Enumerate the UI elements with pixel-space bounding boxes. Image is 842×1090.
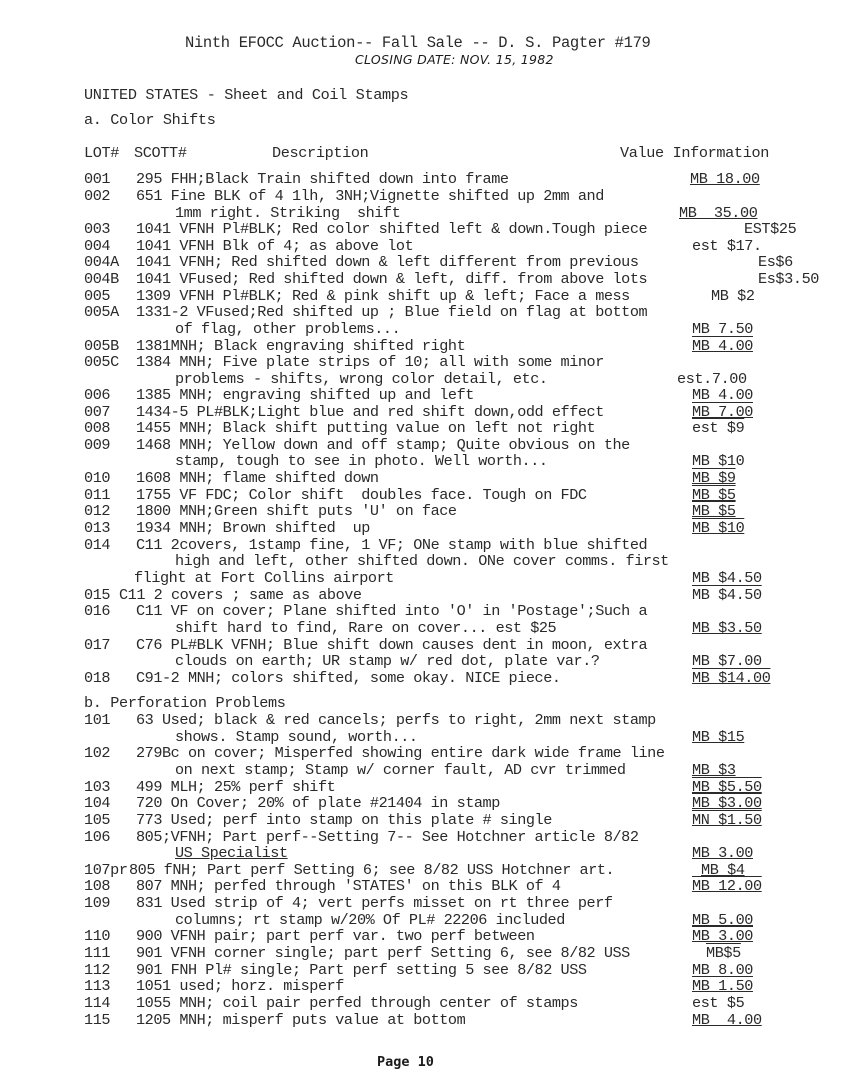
- lot-value: MB $4: [701, 861, 745, 879]
- lot-number: 108: [84, 877, 111, 895]
- lot-value: EST$25: [744, 220, 797, 238]
- lot-value: MN $1.50: [692, 811, 762, 829]
- lot-description: on next stamp; Stamp w/ corner fault, AD cvr trimmed: [175, 761, 626, 779]
- lot-number: 001: [84, 170, 111, 188]
- lot-description: 1041 VFused; Red shifted down & left, diff. from above lots: [136, 270, 648, 288]
- lot-value: MB 7.50: [692, 320, 753, 338]
- lot-number: 018: [84, 669, 111, 687]
- lot-number: 104: [84, 794, 111, 812]
- lot-number: 009: [84, 436, 111, 454]
- lot-value: est $5: [692, 994, 745, 1012]
- lot-value: MB $5: [692, 502, 736, 520]
- lot-value: MB $5: [692, 486, 736, 504]
- lot-number: 016: [84, 602, 111, 620]
- lot-number: 008: [84, 419, 111, 437]
- lot-value: MB 4.00: [692, 386, 753, 404]
- lot-number: 005C: [84, 353, 119, 371]
- lot-number: 113: [84, 977, 111, 995]
- lot-description: 1755 VF FDC; Color shift doubles face. Tough on FDC: [136, 486, 587, 504]
- column-header-scott: SCOTT#: [134, 144, 187, 162]
- lot-description: stamp, tough to see in photo. Well worth...: [175, 452, 548, 470]
- lot-value: MB $2: [711, 287, 755, 305]
- lot-value: MB $10: [692, 519, 745, 537]
- lot-value: MB $3.50: [692, 619, 762, 637]
- lot-description: 1041 VFNH Pl#BLK; Red color shifted left & down.Tough piece: [136, 220, 648, 238]
- lot-number: 007: [84, 403, 111, 421]
- lot-description: 1309 VFNH Pl#BLK; Red & pink shift up & left; Face a mess: [136, 287, 630, 305]
- column-header-lot: LOT#: [84, 144, 120, 162]
- lot-description: 1mm right. Striking shift: [175, 204, 401, 222]
- lot-description: 805;VFNH; Part perf--Setting 7-- See Hotchner article 8/82: [136, 828, 639, 846]
- lot-number: 015: [84, 586, 111, 604]
- lot-number: 013: [84, 519, 111, 537]
- lot-value: MB 4.00: [692, 337, 753, 355]
- lot-description: US Specialist: [175, 844, 288, 862]
- lot-value: MB $10: [692, 452, 745, 470]
- lot-value: MB 5.00: [692, 911, 753, 929]
- lot-number: 115: [84, 1011, 111, 1029]
- lot-description: 63 Used; black & red cancels; perfs to right, 2mm next stamp: [136, 711, 656, 729]
- lot-description: 651 Fine BLK of 4 1lh, 3NH;Vignette shifted up 2mm and: [136, 187, 604, 205]
- lot-row: [84, 1011, 804, 1030]
- lot-number: 111: [84, 944, 111, 962]
- lot-description: columns; rt stamp w/20% Of PL# 22206 included: [175, 911, 565, 929]
- lot-value: MB 18.00: [690, 170, 760, 188]
- lot-description: C11 VF on cover; Plane shifted into 'O' in 'Postage';Such a: [136, 602, 648, 620]
- lot-number: 103: [84, 778, 111, 796]
- lot-value: est $17.: [692, 237, 762, 255]
- lot-value: MB $14.00: [692, 669, 771, 687]
- lot-value: est.7.00: [677, 370, 747, 388]
- lot-description: 1055 MNH; coil pair perfed through center of stamps: [136, 994, 578, 1012]
- subsection-heading-perforation-problems: b. Perforation Problems: [84, 694, 286, 712]
- subsection-heading-color-shifts: a. Color Shifts: [84, 111, 216, 129]
- lot-value: MB $7.00: [692, 652, 762, 670]
- lot-description: 1331-2 VFused;Red shifted up ; Blue field on flag at bottom: [136, 303, 648, 321]
- lot-number: 102: [84, 744, 111, 762]
- lot-description: C91-2 MNH; colors shifted, some okay. NICE piece.: [136, 669, 561, 687]
- lot-value: MB 3.00: [692, 844, 753, 862]
- lot-description: C11 2covers, 1stamp fine, 1 VF; ONe stamp with blue shifted: [136, 536, 648, 554]
- lot-number: 010: [84, 469, 111, 487]
- closing-date-handwritten: CLOSING DATE: NOV. 15, 1982: [355, 52, 554, 67]
- lot-description: 901 VFNH corner single; part perf Setting 6, see 8/82 USS: [136, 944, 630, 962]
- lot-description: 1468 MNH; Yellow down and off stamp; Quite obvious on the: [136, 436, 630, 454]
- lot-description: of flag, other problems...: [175, 320, 401, 338]
- lot-number: 106: [84, 828, 111, 846]
- lot-number: 114: [84, 994, 111, 1012]
- lot-description: 1205 MNH; misperf puts value at bottom: [136, 1011, 466, 1029]
- lot-value: MB $5.50: [692, 778, 762, 796]
- lot-description: high and left, other shifted down. ONe cover comms. first: [175, 552, 669, 570]
- lot-description: clouds on earth; UR stamp w/ red dot, plate var.?: [175, 652, 600, 670]
- lot-number: 012: [84, 502, 111, 520]
- page-number: Page 10: [377, 1054, 434, 1070]
- lot-number: 101: [84, 711, 111, 729]
- lot-value: MB 1.50: [692, 977, 753, 995]
- lot-number: 107pr: [84, 861, 128, 879]
- lot-description: 900 VFNH pair; part perf var. two perf between: [136, 927, 535, 945]
- lot-value: MB 35.00: [679, 204, 758, 222]
- lot-number: 003: [84, 220, 111, 238]
- lot-description: C76 PL#BLK VFNH; Blue shift down causes dent in moon, extra: [136, 636, 648, 654]
- lot-description: 499 MLH; 25% perf shift: [136, 778, 336, 796]
- lot-value: MB 4.00: [692, 1011, 762, 1029]
- lot-description: 1434-5 PL#BLK;Light blue and red shift down,odd effect: [136, 403, 604, 421]
- lot-number: 004: [84, 237, 111, 255]
- lot-description: 1455 MNH; Black shift putting value on left not right: [136, 419, 596, 437]
- lot-description: 1385 MNH; engraving shifted up and left: [136, 386, 474, 404]
- lot-description: 1608 MNH; flame shifted down: [136, 469, 379, 487]
- lot-value: MB 8.00: [692, 961, 753, 979]
- column-header-description: Description: [272, 144, 369, 162]
- lot-value: Es$3.50: [758, 270, 819, 288]
- lot-number: 017: [84, 636, 111, 654]
- lot-value: MB $4.50: [692, 569, 762, 587]
- lot-number: 002: [84, 187, 111, 205]
- lot-value: MB $4.50: [692, 586, 762, 604]
- lot-description: 1934 MNH; Brown shifted up: [136, 519, 370, 537]
- lot-description: 773 Used; perf into stamp on this plate # single: [136, 811, 552, 829]
- lot-description: 295 FHH;Black Train shifted down into frame: [136, 170, 509, 188]
- lot-value: MB 3.00: [692, 927, 753, 945]
- lot-row: [84, 669, 804, 688]
- lot-description: flight at Fort Collins airport: [134, 569, 394, 587]
- lot-number: 004A: [84, 253, 119, 271]
- lot-description: 720 On Cover; 20% of plate #21404 in stamp: [136, 794, 500, 812]
- section-title: UNITED STATES - Sheet and Coil Stamps: [84, 86, 409, 104]
- lot-value: MB $3.00: [692, 794, 762, 812]
- lot-description: 1041 VFNH; Red shifted down & left different from previous: [136, 253, 639, 271]
- lot-description: 805 fNH; Part perf Setting 6; see 8/82 USS Hotchner art.: [129, 861, 615, 879]
- lot-description: 901 FNH Pl# single; Part perf setting 5 see 8/82 USS: [136, 961, 587, 979]
- lot-value: MB 7.00: [692, 403, 753, 421]
- lot-value: est $9: [692, 419, 745, 437]
- lot-description: C11 2 covers ; same as above: [119, 586, 362, 604]
- lot-description: 1800 MNH;Green shift puts 'U' on face: [136, 502, 457, 520]
- catalog-title: Ninth EFOCC Auction-- Fall Sale -- D. S. Pagter #179: [185, 34, 651, 52]
- lot-description: 1381MNH; Black engraving shifted right: [136, 337, 466, 355]
- column-header-value: Value Information: [620, 144, 769, 162]
- lot-value: Es$6: [758, 253, 793, 271]
- lot-value: MB $9: [692, 469, 736, 487]
- lot-number: 006: [84, 386, 111, 404]
- lot-value: MB$5: [706, 944, 741, 962]
- lot-value: MB $3: [692, 761, 736, 779]
- lot-description: 279Bc on cover; Misperfed showing entire dark wide frame line: [136, 744, 665, 762]
- lot-number: 004B: [84, 270, 119, 288]
- lot-number: 112: [84, 961, 111, 979]
- lot-description: problems - shifts, wrong color detail, etc.: [175, 370, 548, 388]
- lot-description: 831 Used strip of 4; vert perfs misset on rt three perf: [136, 894, 613, 912]
- lot-description: 1051 used; horz. misperf: [136, 977, 344, 995]
- lot-number: 005: [84, 287, 111, 305]
- lot-number: 105: [84, 811, 111, 829]
- lot-number: 014: [84, 536, 111, 554]
- lot-number: 011: [84, 486, 111, 504]
- lot-description: shows. Stamp sound, worth...: [175, 728, 418, 746]
- lot-number: 005B: [84, 337, 119, 355]
- lot-number: 005A: [84, 303, 119, 321]
- lot-description: 1041 VFNH Blk of 4; as above lot: [136, 237, 414, 255]
- lot-value: MB 12.00: [692, 877, 762, 895]
- lot-description: 807 MNH; perfed through 'STATES' on this BLK of 4: [136, 877, 561, 895]
- lot-value: MB $15: [692, 728, 745, 746]
- lot-number: 109: [84, 894, 111, 912]
- lot-description: shift hard to find, Rare on cover... est $25: [175, 619, 557, 637]
- lot-description: 1384 MNH; Five plate strips of 10; all with some minor: [136, 353, 604, 371]
- lot-number: 110: [84, 927, 111, 945]
